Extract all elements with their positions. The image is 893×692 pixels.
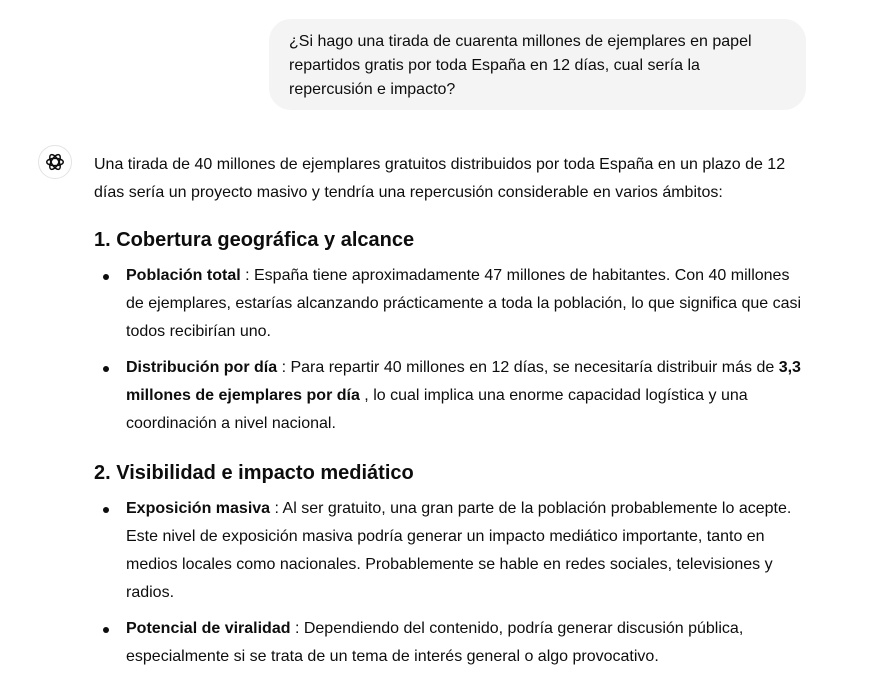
item-label: Población total <box>126 267 241 284</box>
item-text: : España tiene aproximadamente 47 millones de habitantes. Con 40 millones de ejemplares, estarías alcanzando prácticamente a toda la población, lo que significa que casi todos recibirían uno. <box>126 267 802 340</box>
item-text: , lo cual implica una enorme capacidad logística y una coordinación a nivel nacional. <box>126 387 748 432</box>
list-item <box>94 262 806 346</box>
assistant-response <box>94 151 806 679</box>
item-text: : Al ser gratuito, una gran parte de la población probablemente lo acepte. Este nivel de exposición masiva podría generar un impacto mediático importante, tanto en medios locales como nacionales. Probablemente se hable en redes sociales, televisiones y radios. <box>126 500 792 601</box>
item-label: Distribución por día <box>126 359 278 376</box>
openai-logo-icon <box>44 151 66 173</box>
item-label: Potencial de viralidad <box>126 620 291 637</box>
item-bold-text: 3,3 millones de ejemplares por día <box>126 359 801 404</box>
list-item <box>94 495 806 607</box>
user-message-bubble <box>269 19 806 110</box>
item-label: Exposición masiva <box>126 500 271 517</box>
item-text: : Dependiendo del contenido, podría generar discusión pública, especialmente si se trata de un tema de interés general o algo provocativo. <box>126 620 744 665</box>
section-heading-2: 2. Visibilidad e impacto mediático <box>94 462 414 484</box>
intro-paragraph: Una tirada de 40 millones de ejemplares gratuitos distribuidos por toda España en un plazo de 12 días sería un proyecto masivo y tendría una repercusión considerable en varios ámbitos: <box>94 156 786 201</box>
list-item <box>94 354 806 438</box>
section-heading-1: 1. Cobertura geográfica y alcance <box>94 229 415 251</box>
user-message-text: ¿Si hago una tirada de cuarenta millones de ejemplares en papel repartidos gratis por toda España en 12 días, cual sería la repercusión e impacto? <box>289 33 752 98</box>
assistant-avatar <box>38 145 72 179</box>
section-1-list <box>94 262 806 438</box>
item-text: : Para repartir 40 millones en 12 días, se necesitaría distribuir más de <box>277 359 779 376</box>
section-2-list <box>94 495 806 671</box>
list-item <box>94 615 806 671</box>
